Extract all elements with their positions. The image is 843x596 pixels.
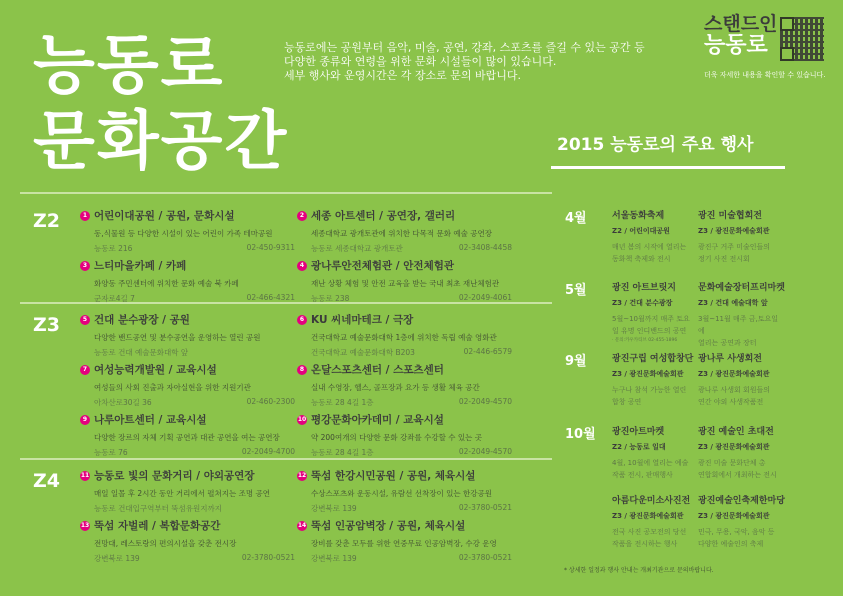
event-name: 광진구립 여성합창단 bbox=[612, 354, 694, 364]
venue-address: 능동로 28 4길 1층 bbox=[311, 448, 374, 457]
venue-address: 아차산로30길 36 bbox=[94, 398, 152, 407]
venue-contact bbox=[80, 553, 295, 564]
event-description: 5월~10월까지 매주 토요 일 유명 인디밴드의 공연 bbox=[612, 315, 690, 335]
venue-item bbox=[80, 412, 295, 458]
event-place: Z3 / 광진문화예술회관 bbox=[612, 370, 684, 378]
number-badge: 11 bbox=[80, 471, 90, 479]
venue-name: 뚝섬 자벌레 / 복합문화공간 bbox=[94, 520, 221, 532]
venue-contact bbox=[80, 243, 295, 254]
heading-underline bbox=[551, 166, 785, 169]
venue-phone: 02-460-2300 bbox=[246, 397, 295, 406]
event-place: Z3 / 건대 예술대학 앞 bbox=[698, 299, 768, 307]
month-label: 4월 bbox=[565, 211, 587, 226]
divider bbox=[20, 458, 552, 460]
venue-item bbox=[80, 208, 295, 254]
venue-description: 세종대학교 광개토관에 위치한 다목적 문화 예술 공연장 bbox=[311, 229, 492, 238]
venue-item bbox=[297, 312, 512, 358]
venue-item bbox=[80, 518, 295, 564]
event-item bbox=[698, 493, 785, 550]
venue-address: 군자로4길 7 bbox=[94, 294, 135, 303]
event-place: Z2 / 어린이대공원 bbox=[612, 227, 670, 235]
event-name: 문화예술장터프리마켓 bbox=[698, 283, 785, 293]
event-name: 광진 예술인 초대전 bbox=[698, 427, 774, 437]
venue-address: 능동로 세종대학교 광개토관 bbox=[311, 244, 403, 253]
number-badge: 9 bbox=[80, 415, 90, 425]
venue-description: 여성들의 사회 진출과 자아실현을 위한 지원기관 bbox=[94, 383, 251, 392]
number-badge: 8 bbox=[297, 365, 307, 375]
month-label: 9월 bbox=[565, 354, 587, 369]
event-item bbox=[612, 351, 694, 408]
event-name: 광진예술인축제한마당 bbox=[698, 496, 785, 506]
venue-description: 약 200여개의 다양한 문화 강좌를 수강할 수 있는 곳 bbox=[311, 433, 483, 442]
venue-item bbox=[297, 518, 512, 564]
venue-phone: 02-466-4321 bbox=[246, 293, 295, 302]
venue-address: 능동로 28 4길 1층 bbox=[311, 398, 374, 407]
zone-label: Z2 bbox=[33, 210, 60, 232]
event-place: Z3 / 건대 분수광장 bbox=[612, 299, 673, 307]
venue-item bbox=[297, 362, 512, 408]
venue-phone: 02-3780-0521 bbox=[458, 503, 512, 512]
venue-title bbox=[80, 412, 295, 427]
number-badge: 4 bbox=[297, 261, 307, 271]
venue-name: 온달스포츠센터 / 스포츠센터 bbox=[311, 364, 444, 376]
venue-phone: 02-3780-0521 bbox=[241, 553, 295, 562]
event-item bbox=[698, 208, 780, 265]
venue-contact bbox=[80, 447, 295, 458]
venue-title bbox=[297, 412, 512, 427]
venue-phone: 02-3780-0521 bbox=[458, 553, 512, 562]
venue-phone: 02-2049-4570 bbox=[458, 397, 512, 406]
venue-contact bbox=[80, 397, 295, 408]
venue-description: 수상스포츠와 운동시설, 유람선 선착장이 있는 한강공원 bbox=[311, 489, 492, 498]
event-item bbox=[698, 280, 785, 349]
venue-address: 건국대학교 예술문화대학 B203 bbox=[311, 348, 415, 357]
month-label: 5월 bbox=[565, 283, 587, 298]
venue-description: 실내 수영장, 헬스, 골프장과 요가 등 생활 체육 공간 bbox=[311, 383, 480, 392]
venue-name: KU 씨네마테크 / 극장 bbox=[311, 314, 414, 326]
brand-note: 더욱 자세한 내용을 확인할 수 있습니다. bbox=[704, 71, 826, 79]
venue-title bbox=[80, 362, 295, 377]
venue-item bbox=[297, 258, 512, 304]
venue-phone: 02-2049-4061 bbox=[458, 293, 512, 302]
venue-name: 뚝섬 한강시민공원 / 공원, 체육시설 bbox=[311, 470, 476, 482]
venue-description: 다양한 장르의 자체 기획 공연과 대관 공연을 여는 공연장 bbox=[94, 433, 280, 442]
venue-contact bbox=[297, 347, 512, 358]
event-place: Z3 / 광진문화예술회관 bbox=[612, 512, 684, 520]
number-badge: 1 bbox=[80, 211, 90, 221]
event-item bbox=[612, 280, 694, 343]
venue-title bbox=[80, 518, 295, 533]
zone-label: Z4 bbox=[33, 470, 60, 492]
venue-title bbox=[297, 312, 512, 327]
venue-phone: 02-3408-4458 bbox=[458, 243, 512, 252]
venue-title bbox=[80, 468, 295, 483]
venue-address: 능동로 건대입구역부터 뚝섬유원지까지 bbox=[94, 504, 222, 513]
venue-name: 평강문화아카데미 / 교육시설 bbox=[311, 414, 444, 426]
venue-name: 세종 아트센터 / 공연장, 갤러리 bbox=[311, 210, 456, 222]
venue-item bbox=[80, 312, 295, 358]
venue-contact bbox=[297, 397, 512, 408]
intro-text bbox=[284, 41, 645, 83]
event-item bbox=[698, 351, 780, 408]
venue-title bbox=[297, 258, 512, 273]
event-item bbox=[612, 493, 694, 550]
event-place: Z3 / 광진문화예술회관 bbox=[698, 512, 770, 520]
venue-title bbox=[80, 208, 295, 223]
venue-description: 화양동 주민센터에 위치한 문화 예술 북 카페 bbox=[94, 279, 239, 288]
venue-item bbox=[297, 208, 512, 254]
venue-description: 다양한 밴드공연 및 분수공연을 운영하는 열린 공원 bbox=[94, 333, 261, 342]
event-place: Z3 / 광진문화예술회관 bbox=[698, 443, 770, 451]
venue-address: 강변북로 139 bbox=[94, 554, 140, 563]
event-description: 누구나 참석 가능한 열린 합창 공연 bbox=[612, 386, 687, 406]
page-title bbox=[33, 28, 288, 180]
venue-item bbox=[80, 468, 295, 514]
venue-description: 전망대, 레스토랑의 편의시설을 갖춘 전시장 bbox=[94, 539, 237, 548]
event-item bbox=[612, 424, 694, 481]
number-badge: 6 bbox=[297, 315, 307, 325]
venue-address: 능동로 216 bbox=[94, 244, 133, 253]
venue-title bbox=[297, 362, 512, 377]
event-place: Z3 / 광진문화예술회관 bbox=[698, 227, 770, 235]
venue-contact bbox=[80, 503, 295, 514]
event-name: 광진 아트브릿지 bbox=[612, 283, 676, 293]
venue-description: 동,식물원 등 다양한 시설이 있는 어린이 가족 테마공원 bbox=[94, 229, 273, 238]
month-label: 10월 bbox=[565, 427, 596, 442]
venue-name: 광나루안전체험관 / 안전체험관 bbox=[311, 260, 455, 272]
event-name: 광나루 사생회전 bbox=[698, 354, 762, 364]
footnote: * 상세한 일정과 행사 안내는 개최기관으로 문의바랍니다. bbox=[564, 567, 714, 574]
venue-contact bbox=[297, 503, 512, 514]
venue-address: 능동로 238 bbox=[311, 294, 350, 303]
event-item bbox=[612, 208, 694, 265]
venue-address: 능동로 76 bbox=[94, 448, 128, 457]
number-badge: 14 bbox=[297, 521, 307, 529]
event-name: 광진 미술협회전 bbox=[698, 211, 762, 221]
event-name: 광진아트마켓 bbox=[612, 427, 665, 437]
event-description: 민극, 무용, 국악, 음악 등 다양한 예술인의 축제 bbox=[698, 528, 775, 548]
venue-contact bbox=[297, 293, 512, 304]
venue-phone: 02-450-9311 bbox=[246, 243, 295, 252]
title-line-1: 능동로 bbox=[33, 29, 225, 103]
venue-description: 재난 상황 체험 및 안전 교육을 받는 국내 최초 재난체험관 bbox=[311, 279, 500, 288]
venue-name: 느티마을카페 / 카페 bbox=[94, 260, 187, 272]
venue-title bbox=[80, 312, 295, 327]
event-description: 매년 봄의 시작에 열리는 동화책 축제와 전시 bbox=[612, 243, 687, 263]
number-badge: 5 bbox=[80, 315, 90, 325]
venue-phone: 02-2049-4700 bbox=[241, 447, 295, 456]
venue-contact bbox=[297, 447, 512, 458]
venue-address: 능동로 건대 예술문화대학 앞 bbox=[94, 348, 189, 357]
venue-name: 능동로 빛의 문화거리 / 야외공연장 bbox=[94, 470, 255, 482]
venue-description: 매일 일몰 후 2시간 동안 거리에서 펼쳐지는 조명 공연 bbox=[94, 489, 270, 498]
venue-item bbox=[297, 468, 512, 514]
intro-line: 세부 행사와 운영시간은 각 장소로 문의 바랍니다. bbox=[284, 69, 521, 82]
venue-name: 건대 분수광장 / 공원 bbox=[94, 314, 190, 326]
venue-phone: 02-446-6579 bbox=[463, 347, 512, 356]
number-badge: 7 bbox=[80, 365, 90, 375]
venue-description: 장비를 갖춘 모두를 위한 연중무료 인공암벽장, 수강 운영 bbox=[311, 539, 497, 548]
venue-name: 뚝섬 인공암벽장 / 공원, 체육시설 bbox=[311, 520, 466, 532]
venue-name: 여성능력개발원 / 교육시설 bbox=[94, 364, 217, 376]
event-description: 광진구 거주 미술인들의 정기 사진 전시회 bbox=[698, 243, 771, 263]
venue-contact bbox=[80, 347, 295, 358]
events-heading: 2015 능동로의 주요 행사 bbox=[557, 135, 754, 155]
event-name: 아름다운미소사진전 bbox=[612, 496, 691, 506]
venue-item bbox=[297, 412, 512, 458]
brand-line-1: 스탠드인 bbox=[704, 13, 778, 35]
title-line-2: 문화공간 bbox=[33, 105, 289, 179]
event-contact: · 문의:카우카티브 02-455-1896 bbox=[612, 338, 678, 343]
venue-title bbox=[80, 258, 295, 273]
event-description: 전국 사진 공모전의 당선 작품을 전시하는 행사 bbox=[612, 528, 687, 548]
qr-code-icon[interactable] bbox=[780, 17, 824, 61]
brand-logo bbox=[704, 14, 777, 58]
event-place: Z3 / 광진문화예술회관 bbox=[698, 370, 770, 378]
event-description: 3월~11월 매주 금,토요일에 열리는 공연과 장터 bbox=[698, 315, 778, 347]
venue-contact bbox=[297, 243, 512, 254]
intro-line: 능동로에는 공원부터 음악, 미술, 공연, 강좌, 스포츠를 즐길 수 있는 공간 등 bbox=[284, 41, 645, 54]
venue-title bbox=[297, 518, 512, 533]
venue-item bbox=[80, 258, 295, 304]
venue-phone: 02-2049-4570 bbox=[458, 447, 512, 456]
venue-contact bbox=[80, 293, 295, 304]
venue-contact bbox=[297, 553, 512, 564]
venue-address: 강변북로 139 bbox=[311, 504, 357, 513]
event-description: 광진 미술 문화단체 총 연합회에서 개최하는 전시 bbox=[698, 459, 777, 479]
venue-name: 어린이대공원 / 공원, 문화시설 bbox=[94, 210, 235, 222]
number-badge: 13 bbox=[80, 521, 90, 529]
number-badge: 2 bbox=[297, 211, 307, 221]
venue-address: 강변북로 139 bbox=[311, 554, 357, 563]
venue-name: 나루아트센터 / 교육시설 bbox=[94, 414, 207, 426]
event-item bbox=[698, 424, 780, 481]
number-badge: 3 bbox=[80, 261, 90, 271]
event-description: 4월, 10월에 열리는 예술 작품 전시, 판매행사 bbox=[612, 459, 689, 479]
venue-description: 건국대학교 예술문화대학 1층에 위치한 독립 예술 영화관 bbox=[311, 333, 497, 342]
event-name: 서울동화축제 bbox=[612, 211, 665, 221]
divider bbox=[20, 192, 552, 194]
event-description: 광나루 사생회 회원들의 연간 야외 사생작품전 bbox=[698, 386, 771, 406]
venue-title bbox=[297, 468, 512, 483]
number-badge: 12 bbox=[297, 471, 307, 479]
event-place: Z2 / 능동로 일대 bbox=[612, 443, 666, 451]
intro-line: 다양한 종류와 연령을 위한 문화 시설들이 많이 있습니다. bbox=[284, 55, 557, 68]
brand-line-2: 능동로 bbox=[704, 33, 768, 58]
venue-title bbox=[297, 208, 512, 223]
venue-item bbox=[80, 362, 295, 408]
zone-label: Z3 bbox=[33, 314, 60, 336]
number-badge: 10 bbox=[297, 415, 307, 423]
